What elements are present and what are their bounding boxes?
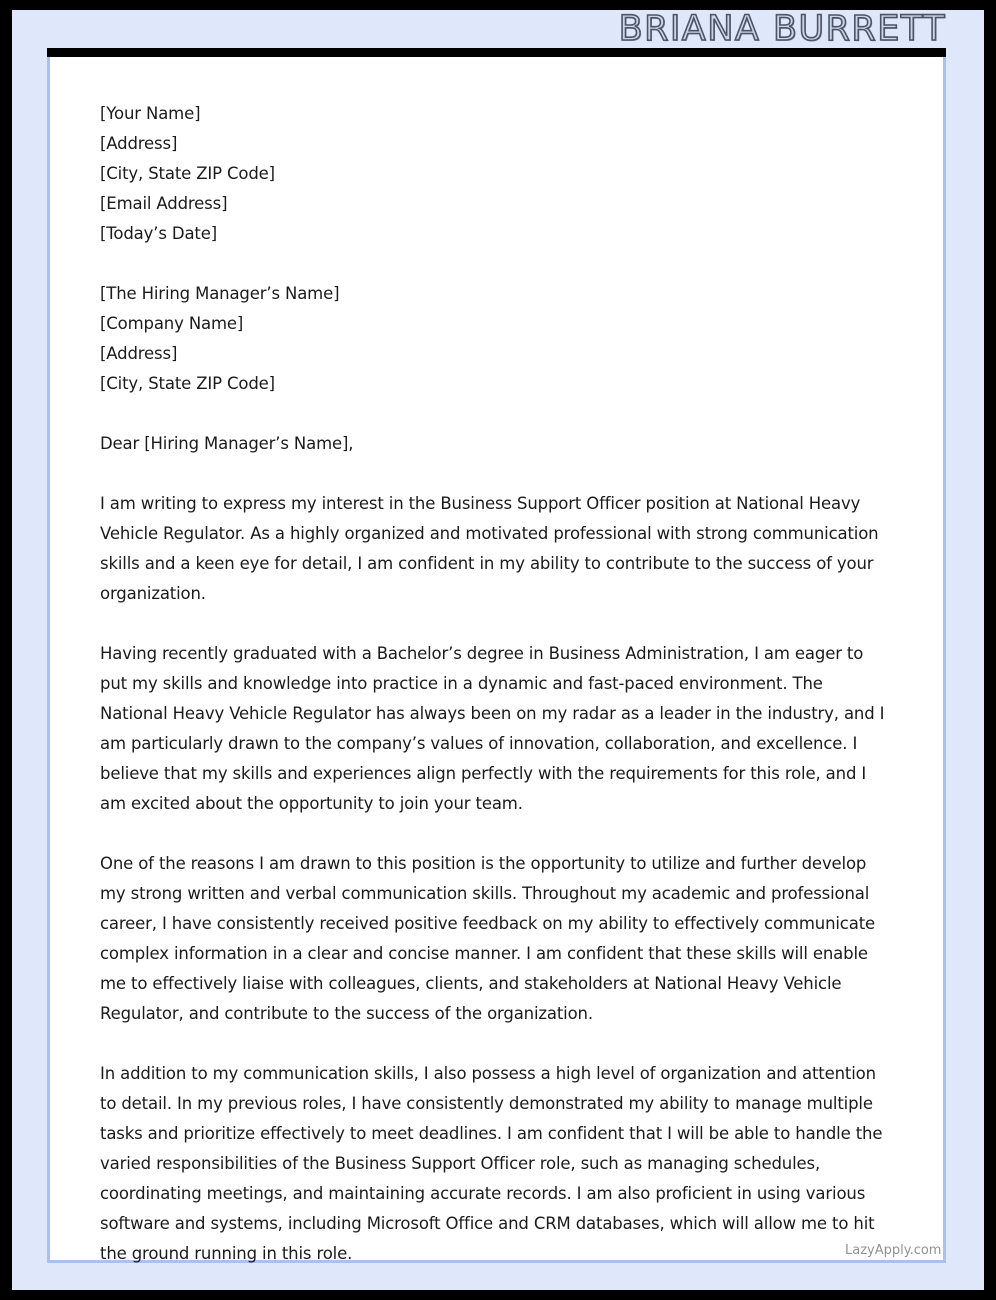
header-divider-rule — [47, 48, 946, 57]
cover-letter-body — [100, 99, 895, 1269]
recipient-line: [The Hiring Manager’s Name] — [100, 284, 340, 303]
letter-paragraph: Having recently graduated with a Bachelor’s degree in Business Administration, I am eager to put my skills and knowledge into practice in a dynamic and fast-paced environment. The National Heavy Vehicle Regulator has always been on my radar as a leader in the industry, and I am particularly drawn to the company’s values of innovation, collaboration, and excellence. I believe that my skills and experiences align perfectly with the requirements for this role, and I am excited about the opportunity to join your team. — [100, 644, 885, 813]
document-header-band — [12, 10, 984, 48]
sender-line: [Today’s Date] — [100, 224, 218, 243]
sender-line: [City, State ZIP Code] — [100, 164, 275, 183]
recipient-address-block — [100, 279, 895, 399]
sender-line: [Email Address] — [100, 194, 228, 213]
recipient-line: [Company Name] — [100, 314, 244, 333]
candidate-name-title: BRIANA BURRETT — [618, 8, 946, 49]
sender-line: [Address] — [100, 134, 178, 153]
sender-line: [Your Name] — [100, 104, 201, 123]
salutation-line: Dear [Hiring Manager’s Name], — [100, 434, 354, 453]
letter-paragraph: In addition to my communication skills, I also possess a high level of organization and attention to detail. In my previous roles, I have consistently demonstrated my ability to manage multiple tasks and prioritize effectively to meet deadlines. I am confident that I will be able to handle the varied responsibilities of the Business Support Officer role, such as managing schedules, coordinating meetings, and maintaining accurate records. I am also proficient in using various software and systems, including Microsoft Office and CRM databases, which will allow me to hit the ground running in this role. — [100, 1064, 883, 1263]
letter-paragraph: One of the reasons I am drawn to this position is the opportunity to utilize and further develop my strong written and verbal communication skills. Throughout my academic and professional career, I have consistently received positive feedback on my ability to effectively communicate complex information in a clear and concise manner. I am confident that these skills will enable me to effectively liaise with colleagues, clients, and stakeholders at National Heavy Vehicle Regulator, and contribute to the success of the organization. — [100, 854, 876, 1023]
recipient-line: [City, State ZIP Code] — [100, 374, 275, 393]
watermark-label: LazyApply.com — [845, 1243, 942, 1258]
sender-address-block — [100, 99, 895, 249]
recipient-line: [Address] — [100, 344, 178, 363]
letter-paragraph: I am writing to express my interest in the Business Support Officer position at National Heavy Vehicle Regulator. As a highly organized and motivated professional with strong communication skills and a keen eye for detail, I am confident in my ability to contribute to the success of your organization. — [100, 494, 879, 603]
